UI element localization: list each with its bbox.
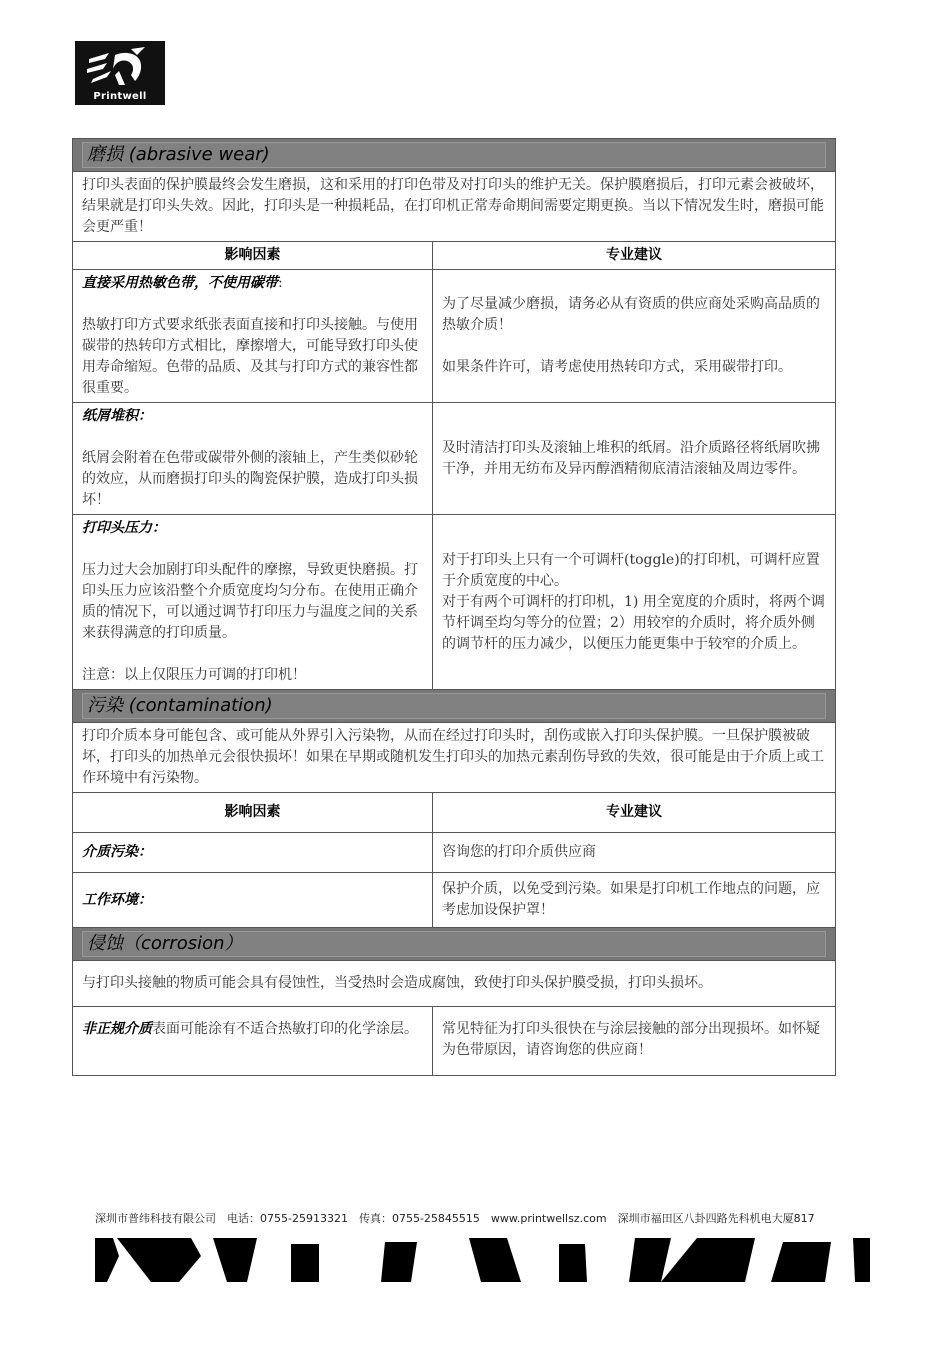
logo-text: Printwell (93, 91, 147, 102)
section-title-contamination: 污染 (contamination) (82, 693, 826, 719)
printwell-logo (75, 41, 165, 105)
factor-cell (73, 515, 433, 690)
factor-cell (73, 1007, 433, 1076)
section-title-corrosion: 侵蚀（corrosion） (82, 931, 826, 957)
factor-text: 压力过大会加剧打印头配件的摩擦，导致更快磨损。打印头压力应该沿整个介质宽度均匀分布。在使用正确介质的情况下，可以通过调节打印压力与温度之间的关系来获得满意的打印质量。 (82, 562, 418, 641)
intro-text-corrosion: 与打印头接触的物质可能会具有侵蚀性，当受热时会造成腐蚀，致使打印头保护膜受损，打印头损坏。 (73, 961, 836, 1007)
column-header-advice: 专业建议 (433, 242, 836, 270)
factor-title-suffix: : (278, 275, 283, 291)
table-row (73, 515, 836, 690)
factor-text: 纸屑会附着在色带或碳带外侧的滚轴上，产生类似砂轮的效应，从而磨损打印头的陶瓷保护膜，造成打印头损坏！ (82, 450, 418, 508)
factor-cell (73, 833, 433, 873)
advice-text: 对于有两个可调杆的打印机，1) 用全宽度的介质时，将两个调节杆调至均匀等分的位置；2）用较窄的介质时，将介质外侧的调节杆的压力减少，以便压力能更集中于较窄的介质上。 (442, 593, 825, 652)
advice-text: 及时清洁打印头及滚轴上堆积的纸屑。沿介质路径将纸屑吹拂干净，并用无纺布及异丙醇酒精彻底清洁滚轴及周边零件。 (442, 439, 820, 477)
advice-cell (433, 515, 836, 690)
advice-text: 为了尽量减少磨损，请务必从有资质的供应商处采购高品质的热敏介质！ (442, 296, 820, 333)
factor-title: 纸屑堆积： (82, 408, 152, 424)
table-row (73, 270, 836, 403)
factor-cell (73, 270, 433, 403)
advice-cell (433, 270, 836, 403)
section-title-abrasion: 磨损 (abrasive wear) (82, 142, 826, 168)
factor-text: 表面可能涂有不适合热敏打印的化学涂层。 (152, 1021, 418, 1037)
column-header-advice: 专业建议 (433, 793, 836, 833)
advice-cell: 咨询您的打印介质供应商 (433, 833, 836, 873)
advice-cell: 常见特征为打印头很快在与涂层接触的部分出现损坏。如怀疑为色带原因，请咨询您的供应商！ (433, 1007, 836, 1076)
footer-contact: 深圳市普纬科技有限公司 电话：0755-25913321 传真：0755-25845515 www.printwellsz.com 深圳市福田区八卦四路先科机电大厦817 (95, 1212, 815, 1225)
section-intro-abrasion (73, 172, 836, 242)
factor-text: 热敏打印方式要求纸张表面直接和打印头接触。与使用碳带的热转印方式相比，摩擦增大，可能导致打印头使用寿命缩短。色带的品质、及其与打印方式的兼容性都很重要。 (82, 317, 418, 396)
column-header-row (73, 242, 836, 270)
factor-cell (73, 403, 433, 515)
table-row (73, 873, 836, 928)
advice-text: 对于打印头上只有一个可调杆(toggle)的打印机，可调杆应置于介质宽度的中心。 (442, 551, 820, 589)
factor-title: 工作环境： (82, 891, 152, 908)
factor-title: 介质污染： (82, 844, 152, 860)
factor-title: 打印头压力： (82, 520, 166, 536)
factor-note: 注意：以上仅限压力可调的打印机！ (82, 667, 306, 683)
column-header-row (73, 793, 836, 833)
factor-title: 非正规介质 (82, 1021, 152, 1037)
factor-title: 直接采用热敏色带，不使用碳带 (82, 275, 278, 291)
advice-cell: 保护介质，以免受到污染。如果是打印机工作地点的问题，应考虑加设保护罩！ (433, 873, 836, 928)
section-intro-corrosion (73, 961, 836, 1007)
table-row (73, 833, 836, 873)
table-row (73, 403, 836, 515)
column-header-factor: 影响因素 (73, 793, 433, 833)
intro-text-contamination: 打印介质本身可能包含、或可能从外界引入污染物，从而在经过打印头时，刮伤或嵌入打印头保护膜。一旦保护膜被破坏，打印头的加热单元会很快损坏！如果在早期或随机发生打印头的加热元素刮伤导致的失效，很可能是由于介质上或工作环境中有污染物。 (73, 723, 836, 793)
printhead-wear-table (72, 138, 836, 1076)
column-header-factor: 影响因素 (73, 242, 433, 270)
zebra-stripe-decoration (95, 1236, 870, 1282)
table-row (73, 1007, 836, 1076)
section-header-corrosion (73, 928, 836, 961)
section-intro-contamination (73, 723, 836, 793)
section-header-abrasion (73, 139, 836, 172)
section-header-contamination (73, 690, 836, 723)
unicorn-logo-icon (85, 45, 155, 91)
advice-cell (433, 403, 836, 515)
factor-cell (73, 873, 433, 928)
advice-text: 如果条件许可，请考虑使用热转印方式，采用碳带打印。 (442, 359, 792, 375)
intro-text-abrasion: 打印头表面的保护膜最终会发生磨损，这和采用的打印色带及对打印头的维护无关。保护膜磨损后，打印元素会被破坏，结果就是打印头失效。因此，打印头是一种损耗品，在打印机正常寿命期间需要定期更换。当以下情况发生时，磨损可能会更严重！ (73, 172, 836, 242)
